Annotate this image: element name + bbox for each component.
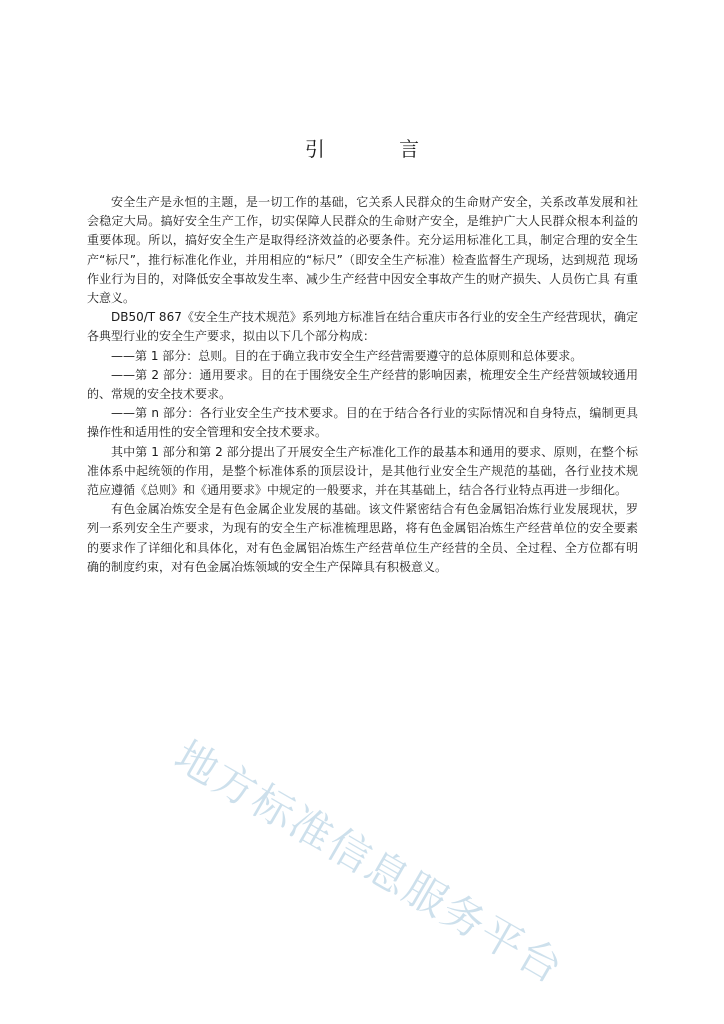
paragraph-part-1: ——第 1 部分：总则。目的在于确立我市安全生产经营需要遵守的总体原则和总体要求。 [111, 348, 583, 363]
paragraph-parts-role: 其中第 1 部分和第 2 部分提出了开展安全生产标准化工作的最基本和通用的要求、原则，在整个标 准体系中起统领的作用，是整个标准体系的顶层设计，是其他行业安全生产规范的基础，各行业技术规 范应遵循《总则》和《通用要求》中规定的一般要求，并在其基础上，结合各行业特点再进一步细化。 [87, 444, 638, 498]
paragraph-nonferrous-safety: 有色金属冶炼安全是有色金属企业发展的基础。该文件紧密结合有色金属铝冶炼行业发展现状，罗列一系列安全生产要求，为现有的安全生产标准梳理思路，将有色金属铝冶炼生产经营单位的安全要素的要求作了详细化和具体化，对有色金属铝冶炼生产经营单位生产经营的全员、全过程、全方位都有明确的制度约束，对有色金属冶炼领域的安全生产保障具有积极意义。 [87, 502, 638, 574]
document-body [87, 193, 638, 577]
page-title: 引 言 [304, 137, 454, 161]
paragraph-part-n: ——第 n 部分：各行业安全生产技术要求。目的在于结合各行业的实际情况和自身特点，编制更具 操作性和适用性的安全管理和安全技术要求。 [87, 406, 638, 440]
paragraph-series-structure: DB50/T 867《安全生产技术规范》系列地方标准旨在结合重庆市各行业的安全生产经营现状，确定 各典型行业的安全生产要求，拟由以下几个部分构成： [87, 310, 638, 344]
watermark: 地方标准信息服务平台 [166, 730, 573, 994]
paragraph-intro: 安全生产是永恒的主题，是一切工作的基础，它关系人民群众的生命财产安全，关系改革发展和社 会稳定大局。搞好安全生产工作，切实保障人民群众的生命财产安全，是维护广大人民群众根本利益的 重要体现。所以，搞好安全生产是取得经济效益的必要条件。充分运用标准化工具，制定合理的安全生 产“标尺”，推行标准化作业，并用相应的“标尺”（即安全生产标准）检查监督生产现场，达到规范 现场作业行为目的，对降低安全事故发生率、减少生产经营中因安全事故产生的财产损失、人员伤亡具 有重大意义。 [87, 195, 638, 306]
paragraph-part-2: ——第 2 部分：通用要求。目的在于围绕安全生产经营的影响因素，梳理安全生产经营领域较通用的、常规的安全技术要求。 [87, 367, 638, 402]
